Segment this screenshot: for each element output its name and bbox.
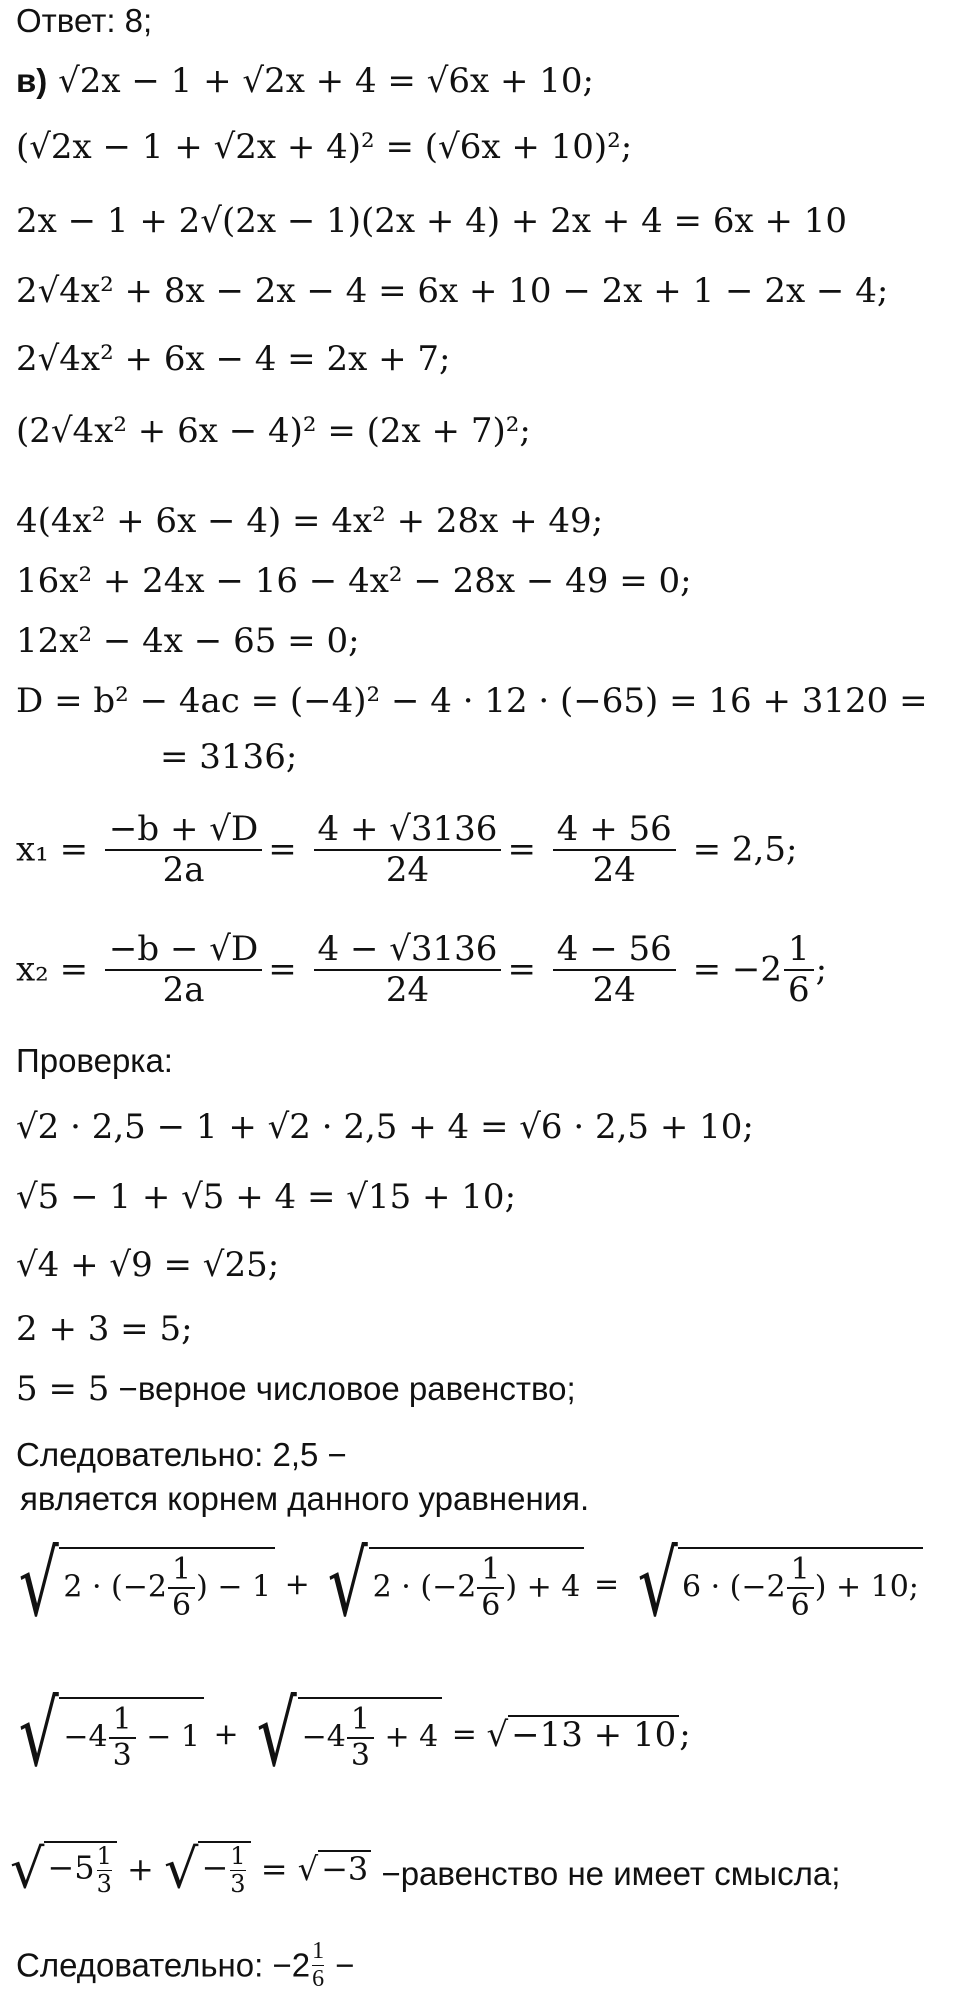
check-conclusion — [16, 1370, 576, 1409]
equation-original — [16, 62, 594, 101]
check2-substituted: √ 2 · (−2 $\frac{1}{6}$ ) − 1 + √ 2 · (−2 $\frac{1}{6}$ ) + 4 = √ 6 · (−2 $\frac{1}{6}$ ) + 10; — [10, 1540, 923, 1630]
fraction-numerator: 4 + 56 — [556, 809, 672, 849]
radical-sign: √ — [637, 1532, 678, 1637]
fraction-denominator: 6 — [788, 970, 810, 1011]
fraction-numerator: 1 — [171, 1551, 192, 1587]
radicand-text: 2 · (−2 — [63, 1569, 167, 1604]
equation-simplified: 2√4x² + 6x − 4 = 2x + 7; — [16, 339, 451, 379]
radicand-text: + 4 — [374, 1719, 439, 1754]
radicand — [298, 1697, 443, 1774]
equation-expanded: 2x − 1 + 2√(2x − 1)(2x + 4) + 2x + 4 = 6x + 10 — [16, 201, 848, 241]
mixed-fraction — [168, 1553, 195, 1624]
fraction-denominator: 6 — [790, 1588, 810, 1623]
check2-result-math: $√-5\frac{1}{3} + √-\frac{1}{3} = √-3$ — [10, 1848, 381, 1886]
equation-squared: (√2x − 1 + √2x + 4)² = (√6x + 10)²; — [16, 127, 633, 167]
fraction-denominator: 3 — [96, 1869, 112, 1898]
fraction-numerator: 1 — [350, 1701, 370, 1737]
radical-sign: √ — [256, 1682, 297, 1787]
radicand — [44, 1841, 116, 1897]
radicand-text: −5 — [47, 1848, 95, 1887]
x1-fraction-substituted — [314, 810, 502, 890]
fraction-denominator: 3 — [230, 1869, 246, 1898]
fraction-denominator: 2a — [162, 970, 205, 1011]
fraction-numerator: 4 − 56 — [556, 929, 672, 969]
check-sum: 2 + 3 = 5; — [16, 1309, 193, 1349]
check2-computed: √ −4 $\frac{1}{3}$ − 1 + √ −4 $\frac{1}{3}$ + 4 = √−13 + 10; — [18, 1682, 691, 1787]
x2-result-fraction — [784, 930, 814, 1010]
radicand-text: − 1 — [136, 1719, 200, 1754]
root-x2-line: x₂ = $\frac{-b - √D}{2a}$ = $\frac{4 - √3136}{24}$ = $\frac{4 - 56}{24}$ = −2 $\frac{1}{6}$ ; — [16, 929, 828, 1011]
fraction-denominator: 24 — [385, 850, 430, 891]
fraction-numerator: 1 — [112, 1701, 132, 1737]
equation-squared-again: (2√4x² + 6x − 4)² = (2x + 7)²; — [16, 411, 531, 451]
small-fraction — [97, 1843, 112, 1897]
mixed-fraction — [787, 1553, 814, 1624]
check-equality: 5 = 5 — [16, 1369, 110, 1409]
fraction-denominator: 24 — [592, 850, 636, 891]
x2-fraction-substituted — [314, 930, 502, 1010]
radicand — [59, 1697, 204, 1774]
x1-fraction-formula — [105, 810, 262, 890]
fraction-numerator: −b + √D — [108, 809, 259, 849]
discriminant-line: D = b² − 4ac = (−4)² − 4 · 12 · (−65) = 16 + 3120 = — [16, 681, 928, 721]
radicand-text: −13 + 10 — [508, 1715, 679, 1754]
small-fraction — [230, 1843, 245, 1897]
fraction-numerator: 1 — [312, 1938, 325, 1964]
radical-sign: √ — [10, 1837, 45, 1900]
radicand-text: −4 — [63, 1719, 108, 1754]
x1-result: = 2,5; — [692, 829, 798, 870]
final-consequence — [16, 1938, 355, 1993]
fraction-numerator: 4 − √3136 — [317, 929, 498, 969]
mixed-fraction — [477, 1553, 504, 1624]
fraction-numerator: −b − √D — [108, 929, 259, 969]
quadratic-equation: 12x² − 4x − 65 = 0; — [16, 621, 360, 661]
radicand-text: −3 — [318, 1850, 371, 1887]
mixed-fraction — [347, 1703, 374, 1774]
mixed-fraction — [109, 1703, 136, 1774]
fraction-denominator: 6 — [481, 1588, 501, 1623]
final-dash: − — [326, 1946, 355, 1984]
radicand — [678, 1547, 923, 1624]
radical-sign: √ — [18, 1532, 59, 1637]
radicand-text: − — [201, 1848, 229, 1887]
radicand — [369, 1547, 585, 1624]
x1-fraction-evaluated — [553, 810, 676, 890]
radicand-text: 6 · (−2 — [681, 1569, 786, 1604]
radicand-text: 2 · (−2 — [372, 1569, 477, 1604]
fraction-denominator: 3 — [350, 1738, 370, 1773]
check-substituted: √2 · 2,5 − 1 + √2 · 2,5 + 4 = √6 · 2,5 + 10; — [16, 1107, 754, 1147]
root-simple: √−13 + 10; — [486, 1714, 691, 1755]
radicand-text: −4 — [301, 1719, 346, 1754]
small-fraction — [312, 1938, 324, 1993]
fraction-denominator: 24 — [385, 970, 430, 1011]
check-computed: √5 − 1 + √5 + 4 = √15 + 10; — [16, 1177, 517, 1217]
check2-result — [10, 1838, 840, 1900]
radical-sign: √ — [164, 1837, 199, 1900]
x2-label: x₂ = — [16, 949, 89, 990]
radicand-text: ) + 4 — [505, 1569, 581, 1604]
fraction-numerator: 4 + √3136 — [317, 809, 498, 849]
fraction-numerator: 1 — [96, 1842, 112, 1871]
root-statement: является корнем данного уравнения. — [20, 1480, 590, 1517]
x2-fraction-evaluated — [553, 930, 676, 1010]
answer-line: Ответ: 8; — [16, 2, 153, 39]
fraction-numerator: 1 — [788, 929, 810, 969]
radical-sign: √ — [327, 1532, 369, 1637]
fraction-numerator: 1 — [230, 1842, 246, 1871]
section-label: в) — [16, 62, 48, 99]
radical-sign: √ — [18, 1682, 59, 1787]
fraction-numerator: 1 — [481, 1551, 501, 1587]
final-text: Следовательно: −2 — [16, 1946, 311, 1984]
consequence-line: Следовательно: 2,5 − — [16, 1436, 347, 1473]
discriminant-value: = 3136; — [160, 737, 298, 777]
x2-result-end: ; — [815, 949, 828, 990]
fraction-denominator: 2a — [162, 850, 205, 891]
fraction-denominator: 6 — [171, 1588, 192, 1623]
equation-isolated: 2√4x² + 8x − 2x − 4 = 6x + 10 − 2x + 1 − 2x − 4; — [16, 271, 889, 311]
fraction-denominator: 3 — [112, 1738, 132, 1773]
check-roots: √4 + √9 = √25; — [16, 1245, 280, 1285]
equation-collected: 16x² + 24x − 16 − 4x² − 28x − 49 = 0; — [16, 561, 692, 601]
fraction-denominator: 6 — [312, 1966, 325, 1992]
equation-text: √2x − 1 + √2x + 4 = √6x + 10; — [58, 61, 595, 101]
check-verdict: −верное числовое равенство; — [109, 1370, 576, 1407]
x1-label: x₁ = — [16, 829, 89, 870]
root-x1-line: x₁ = $\frac{-b + √D}{2a}$ = $\frac{4 + √3136}{24}$ = $\frac{4 + 56}{24}$ = 2,5; — [16, 809, 798, 891]
radicand-text: ) + 10; — [814, 1569, 919, 1604]
equation-expanded-again: 4(4x² + 6x − 4) = 4x² + 28x + 49; — [16, 501, 604, 541]
x2-result-whole: = −2 — [692, 949, 782, 990]
fraction-numerator: 1 — [790, 1551, 810, 1587]
radicand-text: ) − 1 — [196, 1569, 272, 1604]
x2-fraction-formula — [105, 930, 262, 1010]
radicand — [59, 1547, 275, 1624]
fraction-denominator: 24 — [592, 970, 636, 1011]
check-title: Проверка: — [16, 1042, 173, 1079]
radicand — [198, 1841, 250, 1897]
check2-verdict: −равенство не имеет смысла; — [381, 1854, 841, 1892]
